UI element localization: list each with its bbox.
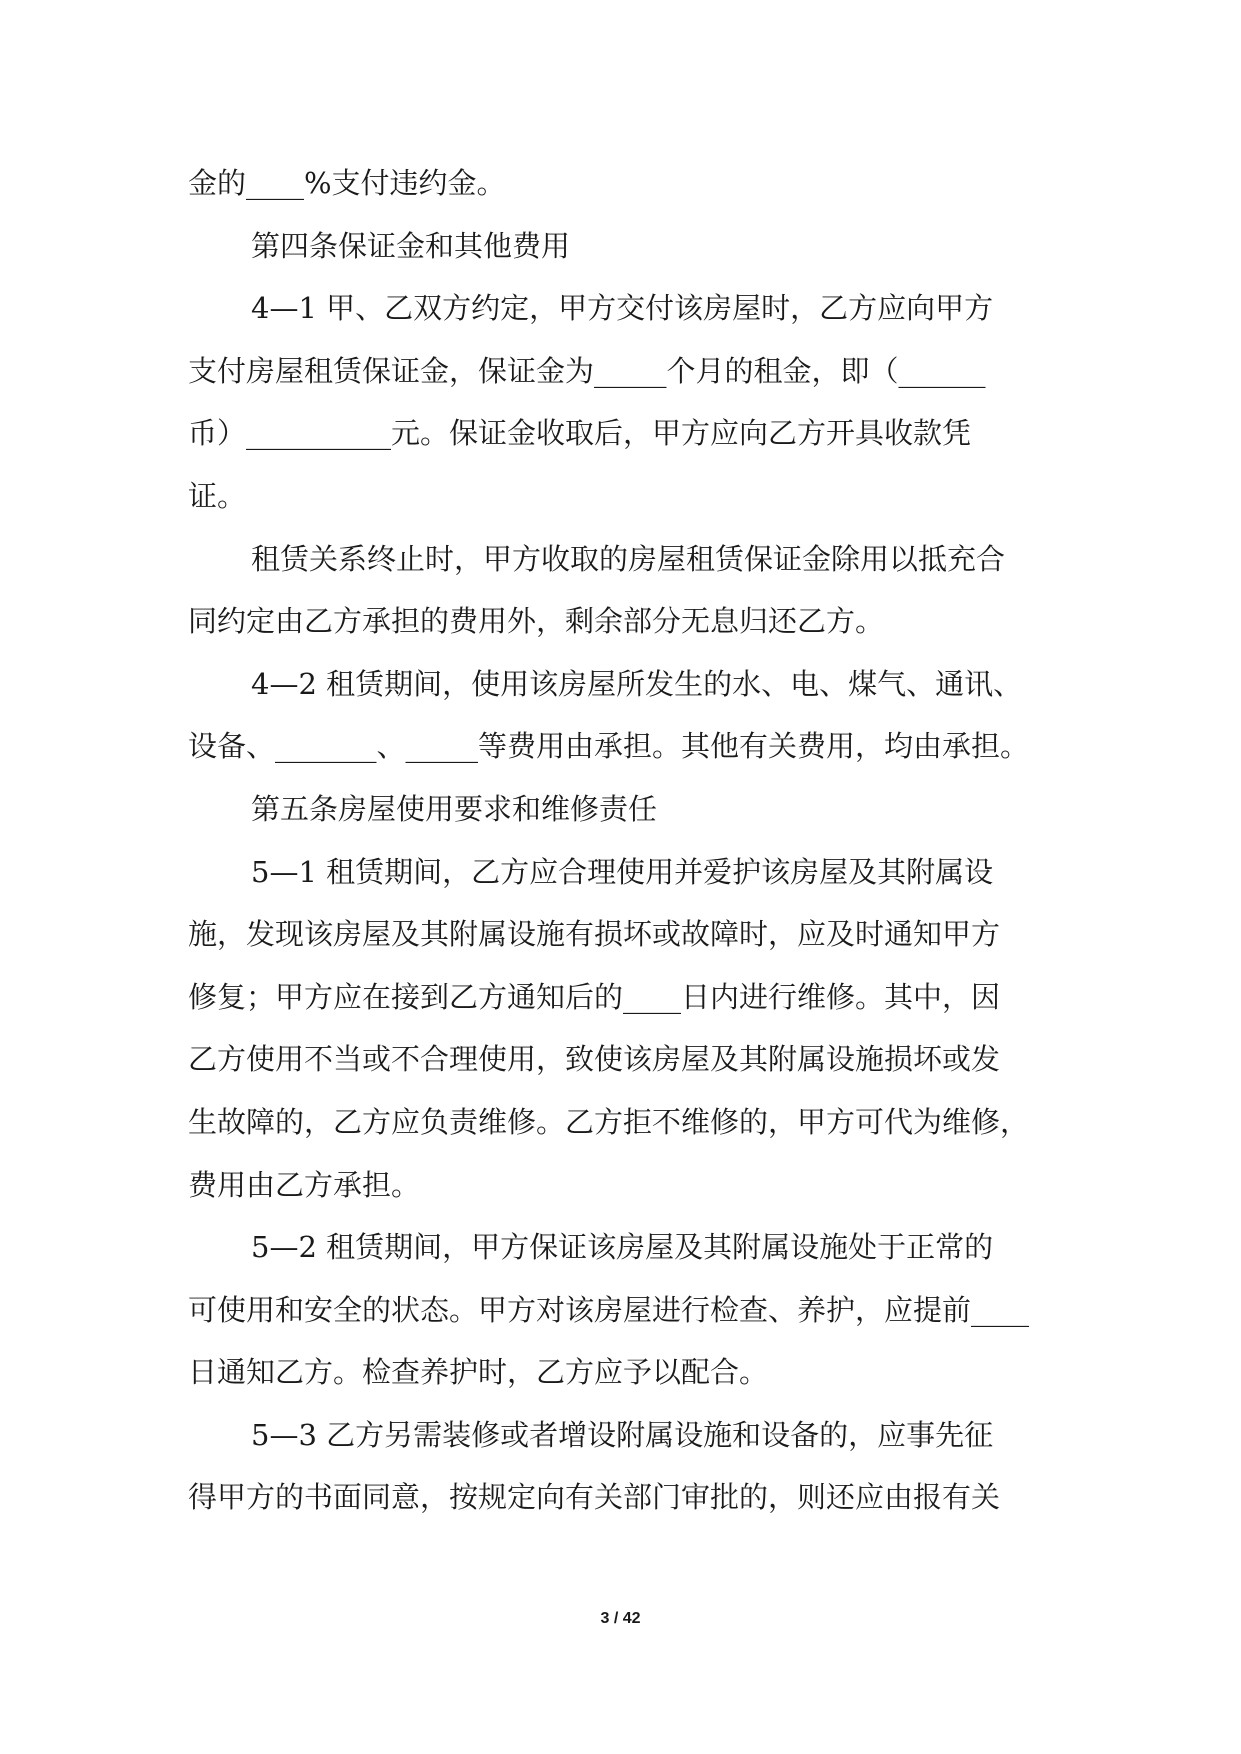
text-line: 施，发现该房屋及其附属设施有损坏或故障时，应及时通知甲方	[188, 917, 1001, 952]
text-line: 生故障的，乙方应负责维修。乙方拒不维修的，甲方可代为维修，	[188, 1104, 1030, 1139]
text-line: 费用由乙方承担。	[188, 1167, 421, 1202]
text-line: 租赁关系终止时，甲方收取的房屋租赁保证金除用以抵充合	[251, 541, 1006, 576]
text-line: 4—1 甲、乙双方约定，甲方交付该房屋时，乙方应向甲方	[251, 291, 994, 326]
page-number: 3 / 42	[600, 1610, 641, 1627]
text-line: 5—3 乙方另需装修或者增设附属设施和设备的，应事先征	[251, 1417, 994, 1452]
section-heading: 第五条房屋使用要求和维修责任	[251, 791, 658, 826]
text-line: 金的____%支付违约金。	[188, 166, 506, 200]
document-body	[188, 152, 1068, 1529]
section-heading: 第四条保证金和其他费用	[251, 228, 571, 263]
text-line: 币）__________元。保证金收取后，甲方应向乙方开具收款凭	[188, 416, 972, 451]
text-line: 5—2 租赁期间，甲方保证该房屋及其附属设施处于正常的	[251, 1230, 994, 1265]
text-line: 设备、_______、_____等费用由承担。其他有关费用，均由承担。	[188, 729, 1030, 764]
text-line: 证。	[188, 478, 247, 513]
text-line: 同约定由乙方承担的费用外，剩余部分无息归还乙方。	[188, 604, 885, 639]
text-line: 可使用和安全的状态。甲方对该房屋进行检查、养护，应提前____	[188, 1292, 1030, 1327]
text-line: 日通知乙方。检查养护时，乙方应予以配合。	[188, 1355, 769, 1390]
text-line: 5—1 租赁期间，乙方应合理使用并爱护该房屋及其附属设	[251, 854, 994, 889]
text-line: 支付房屋租赁保证金，保证金为_____个月的租金，即（______	[188, 353, 986, 388]
text-line: 修复；甲方应在接到乙方通知后的____日内进行维修。其中，因	[188, 979, 1001, 1014]
text-line: 乙方使用不当或不合理使用，致使该房屋及其附属设施损坏或发	[188, 1042, 1001, 1077]
text-line: 得甲方的书面同意，按规定向有关部门审批的，则还应由报有关	[188, 1480, 1001, 1515]
text-line: 4—2 租赁期间，使用该房屋所发生的水、电、煤气、通讯、	[251, 666, 1023, 701]
